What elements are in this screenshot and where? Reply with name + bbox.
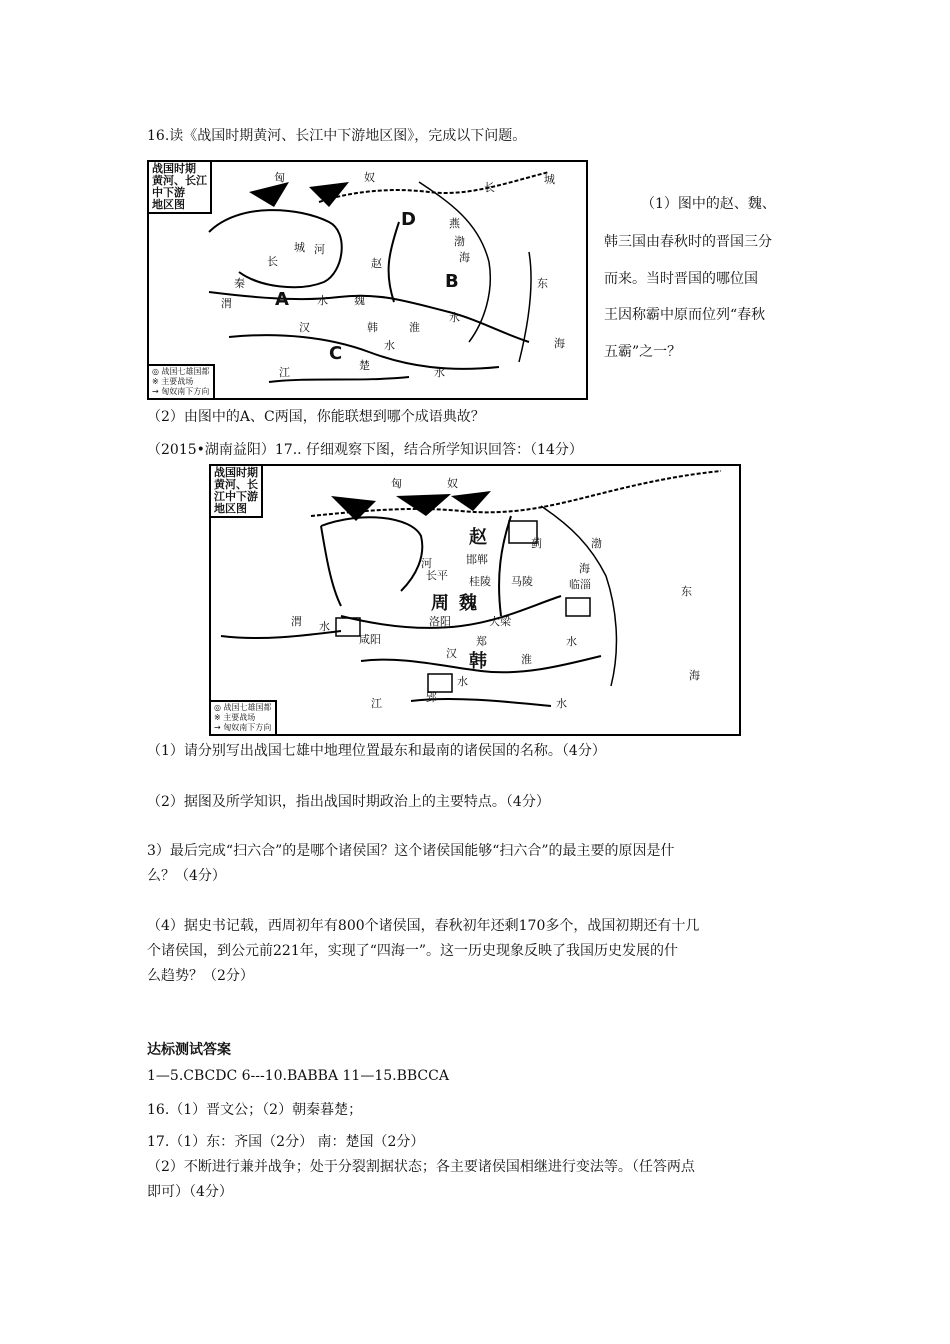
map-16-label: 渤 (454, 235, 465, 248)
map-17-label: 匈 (391, 477, 402, 490)
map-16-label: 长 (484, 181, 495, 194)
q16-sub1-line: 韩三国由春秋时的晋国三分 (604, 234, 772, 250)
q17-sub4-line: （4）据史书记载，西周初年有800个诸侯国，春秋初年还剩170多个，战国初期还有十几 (147, 918, 700, 934)
map-16-label: 奴 (364, 171, 375, 184)
map-17-label: 海 (689, 669, 700, 682)
map-16-label: 城 (544, 173, 555, 186)
map-17-label: 赵 (469, 527, 487, 548)
map-17-label: 马陵 (511, 575, 533, 588)
map-17-label: 临淄 (569, 578, 591, 591)
map-16-label: 韩 (367, 321, 378, 334)
map-17-label: 水 (319, 620, 330, 633)
q16-sub1-line: 而来。当时晋国的哪位国 (604, 271, 758, 287)
map-16-label: 东 (537, 277, 548, 290)
map-16-label: 江 (279, 366, 290, 379)
map-17-label: 周 (431, 593, 449, 614)
answers-line: 即可）（4分） (147, 1184, 233, 1200)
map-17-label: 魏 (459, 593, 477, 614)
map-16-label: 城 (294, 241, 305, 254)
map-17-label: 河 (421, 557, 432, 570)
map-17-label: 郢 (426, 691, 437, 704)
map-16-label: 河 (314, 243, 325, 256)
map-16-label: 水 (434, 366, 445, 379)
map-16-label: 匈 (274, 171, 285, 184)
map-16-label: 秦 (234, 277, 245, 290)
map-17-label: 海 (579, 562, 590, 575)
map-17-label: 邯郸 (466, 553, 488, 566)
map-16-label: 海 (554, 337, 565, 350)
answers-line: 17.（1）东：齐国（2分） 南：楚国（2分） (147, 1134, 425, 1150)
map-17-label: 东 (681, 585, 692, 598)
q17-sub1: （1）请分别写出战国七雄中地理位置最东和最南的诸侯国的名称。（4分） (147, 743, 606, 759)
map-17-label: 水 (457, 675, 468, 688)
map-17-label: 水 (556, 697, 567, 710)
map-17-label: 渭 (291, 615, 302, 628)
map-17-label: 淮 (521, 653, 532, 666)
map-16-legend: ◎ 战国七雄国都 ※ 主要战场 → 匈奴南下方向 (149, 364, 215, 398)
map-17-label: 韩 (469, 651, 487, 672)
map-17-label: 咸阳 (359, 633, 381, 646)
q17-sub3-line: 3）最后完成“扫六合”的是哪个诸侯国？这个诸侯国能够“扫六合”的最主要的原因是什 (147, 843, 675, 859)
map-17-legend: ◎ 战国七雄国都 ※ 主要战场 → 匈奴南下方向 (211, 700, 277, 734)
q17-sub4-line: 个诸侯国，到公元前221年，实现了“四海一”。这一历史现象反映了我国历史发展的什 (147, 943, 679, 959)
map-16-label: 海 (459, 251, 470, 264)
map-17-label: 桂陵 (469, 575, 491, 588)
map-16-label: D (401, 209, 416, 230)
map-16-label: 水 (317, 294, 328, 307)
map-17-label: 长平 (426, 569, 448, 582)
q16-sub2: （2）由图中的A、C两国，你能联想到哪个成语典故？ (147, 409, 485, 425)
q17-sub2: （2）据图及所学知识，指出战国时期政治上的主要特点。（4分） (147, 794, 550, 810)
answers-line: 16.（1）晋文公；（2）朝秦暮楚； (147, 1102, 363, 1118)
map-16-label: A (275, 289, 289, 310)
map-17-label: 渤 (591, 537, 602, 550)
map-16-label: B (445, 271, 459, 292)
map-17-label: 郑 (476, 635, 487, 648)
map-16-label: C (329, 343, 343, 364)
map-17-label: 汉 (446, 647, 457, 660)
map-17 (209, 464, 741, 736)
map-17-label: 水 (566, 635, 577, 648)
q17-sub3-line: 么？（4分） (147, 868, 226, 884)
answers-heading: 达标测试答案 (147, 1042, 231, 1058)
map-17-title: 战国时期 黄河、长 江中下游 地区图 (211, 466, 263, 518)
q16-intro: 16.读《战国时期黄河、长江中下游地区图》，完成以下问题。 (147, 128, 527, 144)
map-17-label: 洛阳 (429, 615, 451, 628)
q17-sub4-line: 么趋势？（2分） (147, 968, 254, 984)
map-16-label: 长 (267, 255, 278, 268)
map-17-label: 江 (371, 697, 382, 710)
map-16-label: 淮 (409, 321, 420, 334)
answers-line: 1—5.CBCDC 6---10.BABBA 11—15.BBCCA (147, 1068, 449, 1084)
q17-intro: （2015•湖南益阳）17.. 仔细观察下图，结合所学知识回答：（14分） (147, 442, 583, 458)
map-16-label: 渭 (221, 297, 232, 310)
map-16-label: 赵 (371, 257, 382, 270)
answers-line: （2）不断进行兼并战争；处于分裂割据状态；各主要诸侯国相继进行变法等。（任答两点 (147, 1159, 695, 1175)
map-17-label: 奴 (447, 477, 458, 490)
map-17-label: 大梁 (489, 615, 511, 628)
map-16-label: 燕 (449, 217, 460, 230)
map-16-label: 水 (449, 311, 460, 324)
map-16-label: 楚 (359, 359, 370, 372)
map-16 (147, 160, 588, 400)
map-16-label: 魏 (354, 294, 365, 307)
map-16-label: 水 (384, 339, 395, 352)
q16-sub1-line: （1）图中的赵、魏、 (641, 196, 776, 212)
map-16-title: 战国时期 黄河、长江 中下游 地区图 (149, 162, 212, 214)
q16-sub1-line: 王因称霸中原而位列“春秋 (604, 307, 766, 323)
map-17-label: 蓟 (531, 537, 542, 550)
map-16-label: 汉 (299, 321, 310, 334)
q16-sub1-line: 五霸”之一？ (604, 344, 682, 360)
